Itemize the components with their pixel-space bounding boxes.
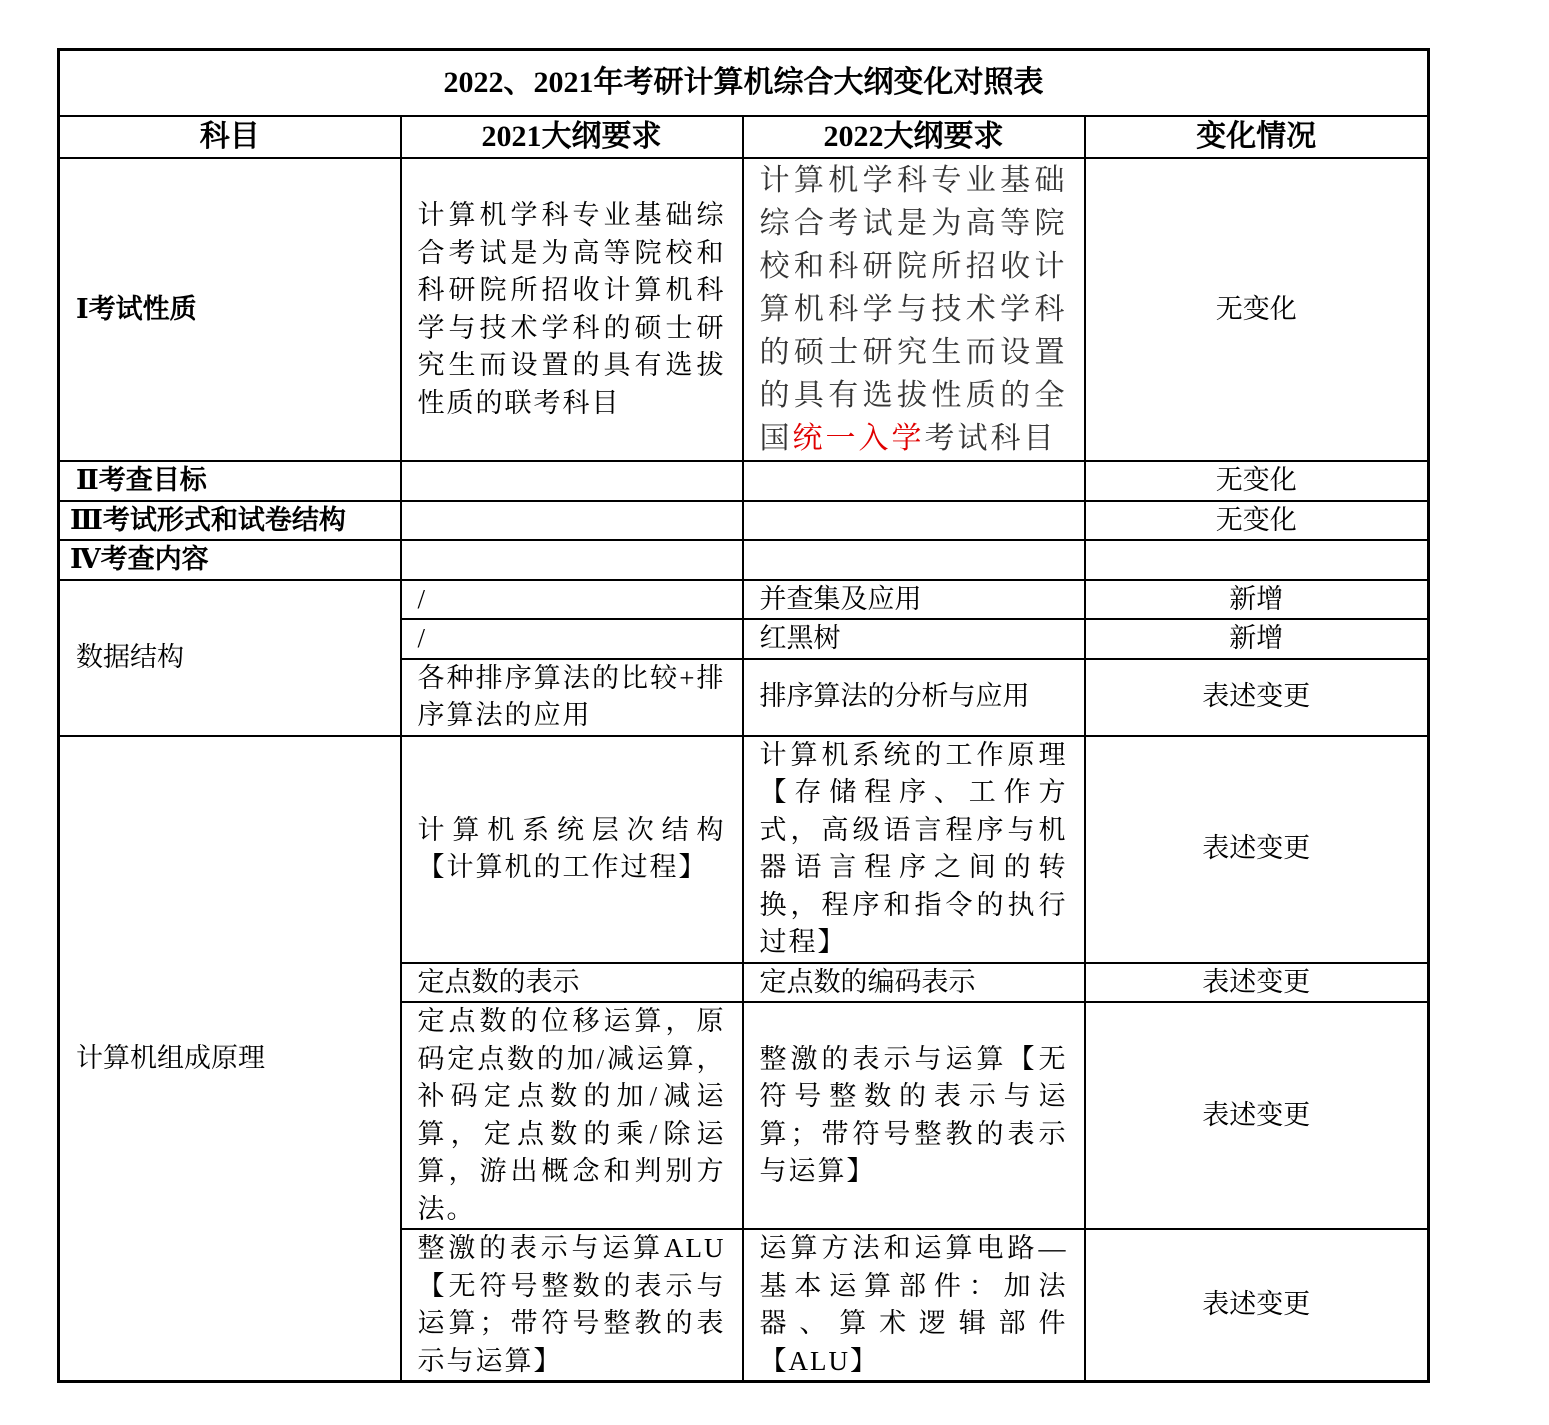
cell-2021: [401, 501, 743, 541]
table-row: [59, 501, 1429, 541]
table-row: [59, 158, 1429, 461]
cell-2022: [743, 461, 1085, 501]
cell-2022: 排序算法的分析与应用: [743, 659, 1085, 736]
cell-2021: [401, 461, 743, 501]
cell-2022: 红黑树: [743, 619, 1085, 659]
cell-change: 表述变更: [1085, 736, 1429, 963]
cell-2022: 定点数的编码表示: [743, 963, 1085, 1003]
header-change: 变化情况: [1085, 116, 1429, 158]
cell-2022: [743, 540, 1085, 580]
highlighted-text: 统一入学: [792, 422, 925, 455]
cell-2022: 并查集及应用: [743, 580, 1085, 620]
cell-change: 无变化: [1085, 461, 1429, 501]
cell-2022: 计算机系统的工作原理【存储程序、工作方式，高级语言程序与机器语言程序之间的转换，程序和指令的执行过程】: [743, 736, 1085, 963]
comparison-table: [57, 48, 1430, 1383]
text-2022-after: 考试科目: [924, 422, 1057, 455]
title-row: [59, 50, 1429, 117]
cell-2021: /: [401, 619, 743, 659]
subject-content: Ⅳ考查内容: [59, 540, 401, 580]
cell-2022: [743, 501, 1085, 541]
cell-2021: 计算机学科专业基础综合考试是为高等院校和科研院所招收计算机科学与技术学科的硕士研究生而设置的具有选拔性质的联考科目: [401, 158, 743, 461]
cell-2021: 定点数的表示: [401, 963, 743, 1003]
subject-organization: 计算机组成原理: [59, 736, 401, 1382]
table-row: [59, 461, 1429, 501]
text-2022-before: 计算机学科专业基础综合考试是为高等院校和科研院所招收计算机科学与技术学科的硕士研究生而设置的具有选拔性质的全国: [759, 164, 1068, 455]
cell-2022: [743, 158, 1085, 461]
header-2022: 2022大纲要求: [743, 116, 1085, 158]
table-row: [59, 580, 1429, 620]
cell-2021: 计算机系统层次结构【计算机的工作过程】: [401, 736, 743, 963]
cell-2021: 各种排序算法的比较+排序算法的应用: [401, 659, 743, 736]
cell-2022: 运算方法和运算电路—基本运算部件：加法器、算术逻辑部件【ALU】: [743, 1229, 1085, 1382]
subject-objectives: Ⅱ考查目标: [59, 461, 401, 501]
cell-2021: /: [401, 580, 743, 620]
table-row: [59, 736, 1429, 963]
cell-change: 新增: [1085, 580, 1429, 620]
cell-change: 表述变更: [1085, 659, 1429, 736]
header-row: [59, 116, 1429, 158]
header-2021: 2021大纲要求: [401, 116, 743, 158]
header-subject: 科目: [59, 116, 401, 158]
cell-change: 新增: [1085, 619, 1429, 659]
cell-change: [1085, 540, 1429, 580]
cell-change: 无变化: [1085, 501, 1429, 541]
cell-change: 表述变更: [1085, 1229, 1429, 1382]
cell-2021: [401, 540, 743, 580]
subject-data-structures: 数据结构: [59, 580, 401, 736]
subject-format: Ⅲ考试形式和试卷结构: [59, 501, 401, 541]
cell-change: 表述变更: [1085, 963, 1429, 1003]
cell-change: 无变化: [1085, 158, 1429, 461]
subject-nature: Ⅰ考试性质: [59, 158, 401, 461]
cell-change: 表述变更: [1085, 1002, 1429, 1229]
cell-2022: 整激的表示与运算【无符号整数的表示与运算；带符号整教的表示与运算】: [743, 1002, 1085, 1229]
table-row: [59, 540, 1429, 580]
table-title: 2022、2021年考研计算机综合大纲变化对照表: [59, 50, 1429, 117]
cell-2021: 整激的表示与运算ALU【无符号整数的表示与运算；带符号整教的表示与运算】: [401, 1229, 743, 1382]
cell-2021: 定点数的位移运算，原码定点数的加/减运算，补码定点数的加/减运算，定点数的乘/除运算，游出概念和判别方法。: [401, 1002, 743, 1229]
